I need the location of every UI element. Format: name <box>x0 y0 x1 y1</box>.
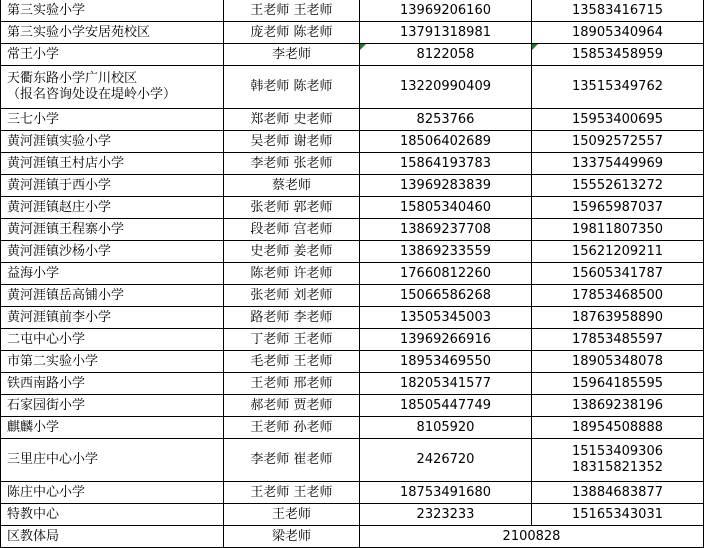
phone-2: 18954508888 <box>532 417 704 439</box>
phone-2: 15965987037 <box>532 197 704 219</box>
phone-2: 18905348078 <box>532 351 704 373</box>
phone-2-line: 15153409306 <box>572 444 663 459</box>
school-name: 麒麟小学 <box>1 417 224 439</box>
school-name: 黄河涯镇实验小学 <box>1 131 224 153</box>
phone-2: 13884683877 <box>532 482 704 504</box>
school-name: 黄河涯镇于西小学 <box>1 175 224 197</box>
table-row <box>1 373 704 395</box>
teacher-names: 王老师 王老师 <box>224 482 360 504</box>
teacher-names: 王老师 王老师 <box>224 0 360 22</box>
phone-2: 15605341787 <box>532 263 704 285</box>
school-name: 石家园街小学 <box>1 395 224 417</box>
phone-2: 15165343031 <box>532 504 704 526</box>
phone-1: 13220990409 <box>360 66 532 109</box>
phone-1: 18506402689 <box>360 131 532 153</box>
teacher-names: 郑老师 史老师 <box>224 109 360 131</box>
phone-1: 15066586268 <box>360 285 532 307</box>
phone-1: 2323233 <box>360 504 532 526</box>
table-row <box>1 131 704 153</box>
school-name: 二屯中心小学 <box>1 329 224 351</box>
school-name: 黄河涯镇王程寨小学 <box>1 219 224 241</box>
teacher-names: 李老师 <box>224 44 360 66</box>
table-row <box>1 219 704 241</box>
school-name <box>1 66 224 109</box>
school-name: 区教体局 <box>1 526 224 548</box>
phone-1: 13969266916 <box>360 329 532 351</box>
phone-2: 18905340964 <box>532 22 704 44</box>
teacher-names: 郝老师 贾老师 <box>224 395 360 417</box>
school-name: 三七小学 <box>1 109 224 131</box>
teacher-names: 段老师 宫老师 <box>224 219 360 241</box>
teacher-names: 王老师 邢老师 <box>224 373 360 395</box>
phone-2: 17853468500 <box>532 285 704 307</box>
school-name-note: （报名咨询处设在堤岭小学） <box>7 87 177 102</box>
phone-1: 13969283839 <box>360 175 532 197</box>
table-row <box>1 351 704 373</box>
table-row <box>1 66 704 109</box>
table-row <box>1 482 704 504</box>
teacher-names: 史老师 姜老师 <box>224 241 360 263</box>
table-row <box>1 395 704 417</box>
phone-1: 15864193783 <box>360 153 532 175</box>
teacher-names: 梁老师 <box>224 526 360 548</box>
phone-2: 13583416715 <box>532 0 704 22</box>
phone-merged: 2100828 <box>360 526 704 548</box>
school-name: 第三实验小学安居苑校区 <box>1 22 224 44</box>
phone-1: 8105920 <box>360 417 532 439</box>
phone-1: 18505447749 <box>360 395 532 417</box>
phone-1: 13791318981 <box>360 22 532 44</box>
phone-2: 15621209211 <box>532 241 704 263</box>
phone-2: 13375449969 <box>532 153 704 175</box>
school-name: 市第二实验小学 <box>1 351 224 373</box>
table-row <box>1 197 704 219</box>
table-row <box>1 329 704 351</box>
teacher-names: 庞老师 陈老师 <box>224 22 360 44</box>
phone-1: 18753491680 <box>360 482 532 504</box>
school-name: 黄河涯镇岳高铺小学 <box>1 285 224 307</box>
teacher-names: 张老师 刘老师 <box>224 285 360 307</box>
school-name: 黄河涯镇沙杨小学 <box>1 241 224 263</box>
teacher-names: 王老师 孙老师 <box>224 417 360 439</box>
school-name: 特教中心 <box>1 504 224 526</box>
school-name: 黄河涯镇赵庄小学 <box>1 197 224 219</box>
phone-2: 15853458959 <box>532 44 704 66</box>
phone-2: 13869238196 <box>532 395 704 417</box>
phone-2 <box>532 439 704 482</box>
table-row <box>1 263 704 285</box>
phone-2: 15964185595 <box>532 373 704 395</box>
table-row <box>1 109 704 131</box>
teacher-names: 蔡老师 <box>224 175 360 197</box>
phone-2: 18763958890 <box>532 307 704 329</box>
phone-1: 13869233559 <box>360 241 532 263</box>
table-row <box>1 175 704 197</box>
phone-1: 2426720 <box>360 439 532 482</box>
teacher-names: 路老师 李老师 <box>224 307 360 329</box>
table-row <box>1 417 704 439</box>
phone-2: 15953400695 <box>532 109 704 131</box>
phone-2: 17853485597 <box>532 329 704 351</box>
phone-2: 15092572557 <box>532 131 704 153</box>
phone-1: 13505345003 <box>360 307 532 329</box>
teacher-names: 吴老师 谢老师 <box>224 131 360 153</box>
table-row <box>1 307 704 329</box>
teacher-names: 王老师 <box>224 504 360 526</box>
phone-2: 19811807350 <box>532 219 704 241</box>
teacher-names: 李老师 张老师 <box>224 153 360 175</box>
phone-1: 13969206160 <box>360 0 532 22</box>
school-name: 第三实验小学 <box>1 0 224 22</box>
school-name: 陈庄中心小学 <box>1 482 224 504</box>
phone-1: 18205341577 <box>360 373 532 395</box>
table-row <box>1 22 704 44</box>
phone-2: 13515349762 <box>532 66 704 109</box>
school-name: 黄河涯镇前李小学 <box>1 307 224 329</box>
phone-1: 17660812260 <box>360 263 532 285</box>
teacher-names: 陈老师 许老师 <box>224 263 360 285</box>
phone-1: 8253766 <box>360 109 532 131</box>
school-name: 常王小学 <box>1 44 224 66</box>
table-row <box>1 44 704 66</box>
teacher-names: 毛老师 王老师 <box>224 351 360 373</box>
school-name: 三里庄中心小学 <box>1 439 224 482</box>
phone-1: 8122058 <box>360 44 532 66</box>
table-row <box>1 241 704 263</box>
table-row <box>1 526 704 548</box>
school-name: 益海小学 <box>1 263 224 285</box>
school-name: 铁西南路小学 <box>1 373 224 395</box>
teacher-names: 李老师 崔老师 <box>224 439 360 482</box>
table-row <box>1 153 704 175</box>
teacher-names: 韩老师 陈老师 <box>224 66 360 109</box>
phone-2-line: 18315821352 <box>572 460 663 475</box>
phone-2: 15552613272 <box>532 175 704 197</box>
table-row <box>1 504 704 526</box>
teacher-names: 张老师 郭老师 <box>224 197 360 219</box>
table-row <box>1 0 704 22</box>
phone-1: 15805340460 <box>360 197 532 219</box>
phone-1: 18953469550 <box>360 351 532 373</box>
phone-1: 13869237708 <box>360 219 532 241</box>
school-name-line: 天衢东路小学广川校区 <box>7 71 138 86</box>
table-row <box>1 285 704 307</box>
school-name: 黄河涯镇王村店小学 <box>1 153 224 175</box>
table-row <box>1 439 704 482</box>
teacher-names: 丁老师 王老师 <box>224 329 360 351</box>
